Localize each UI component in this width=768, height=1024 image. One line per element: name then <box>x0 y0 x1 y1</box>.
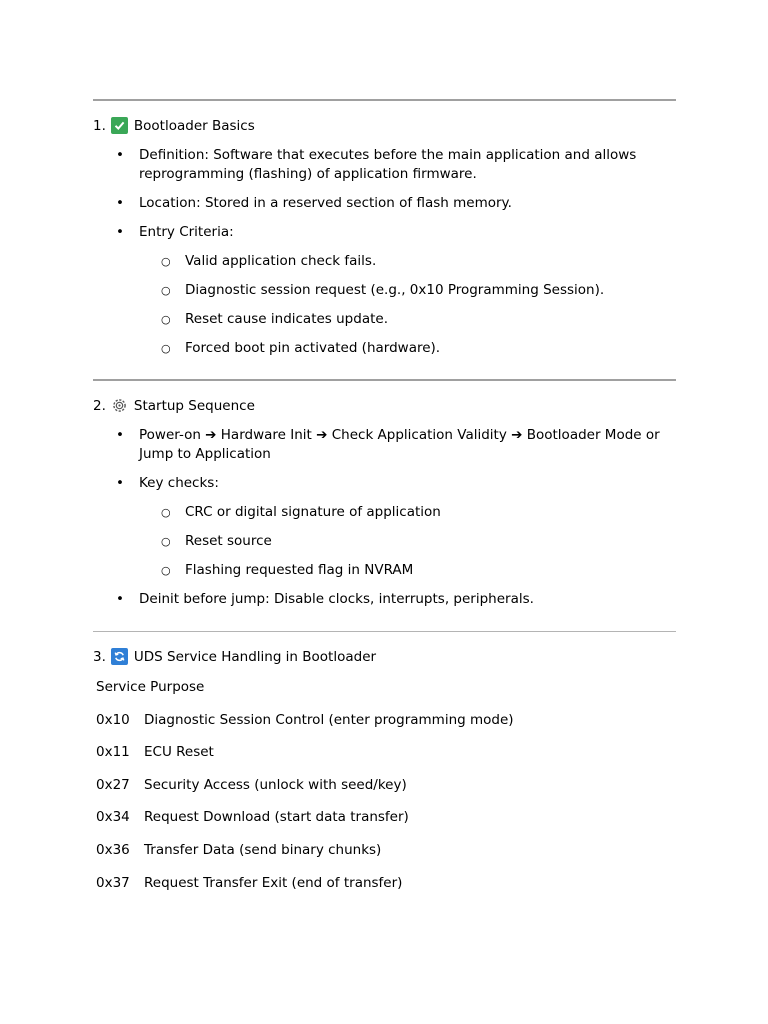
service-purpose: ECU Reset <box>144 744 214 760</box>
list-item-text: Deinit before jump: Disable clocks, interrupts, peripherals. <box>139 591 534 607</box>
service-purpose: Diagnostic Session Control (enter programming mode) <box>144 712 514 728</box>
table-row <box>96 842 381 858</box>
table-header <box>96 679 204 695</box>
list-item-text: Key checks: <box>139 475 219 491</box>
list-item-text: Definition: Software that executes before the main application and allows reprogramming (flashing) of application firmware. <box>139 147 637 182</box>
table-header-text: Service Purpose <box>96 679 205 695</box>
list-item <box>116 194 679 213</box>
bullet-icon: • <box>116 591 124 607</box>
divider <box>93 631 676 632</box>
gear-icon <box>111 397 128 414</box>
service-purpose: Transfer Data (send binary chunks) <box>144 842 382 858</box>
list-item-text: Reset source <box>185 533 272 549</box>
bullet-icon: • <box>116 195 124 211</box>
divider <box>93 99 676 101</box>
table-row <box>96 875 402 891</box>
list-item-text: Reset cause indicates update. <box>185 311 388 327</box>
service-code: 0x34 <box>96 809 130 825</box>
list-item-text: Location: Stored in a reserved section of flash memory. <box>139 195 512 211</box>
sub-list-item <box>161 339 675 358</box>
sub-list-item <box>161 561 675 580</box>
sub-list-item <box>161 252 675 271</box>
circle-bullet-icon: ○ <box>161 313 171 326</box>
service-purpose: Request Transfer Exit (end of transfer) <box>144 875 403 891</box>
service-purpose: Request Download (start data transfer) <box>144 809 409 825</box>
section-title: Startup Sequence <box>133 397 255 414</box>
list-item-text: Diagnostic session request (e.g., 0x10 Programming Session). <box>185 282 605 298</box>
service-code: 0x11 <box>96 744 130 760</box>
section-number: 2. <box>93 397 106 414</box>
service-code: 0x36 <box>96 842 130 858</box>
service-code: 0x10 <box>96 712 130 728</box>
section-title: Bootloader Basics <box>133 117 255 134</box>
list-item-text: CRC or digital signature of application <box>185 504 441 520</box>
section-heading-startup-sequence <box>93 397 255 414</box>
circle-bullet-icon: ○ <box>161 342 171 355</box>
table-row <box>96 712 514 728</box>
sub-list-item <box>161 503 675 522</box>
circle-bullet-icon: ○ <box>161 506 171 519</box>
circle-bullet-icon: ○ <box>161 535 171 548</box>
bullet-icon: • <box>116 475 124 491</box>
divider <box>93 379 676 381</box>
service-code: 0x37 <box>96 875 130 891</box>
service-purpose: Security Access (unlock with seed/key) <box>144 777 407 793</box>
bullet-icon: • <box>116 147 124 163</box>
list-item <box>116 474 679 493</box>
table-row <box>96 809 409 825</box>
list-item <box>116 146 679 184</box>
bullet-icon: • <box>116 224 124 240</box>
bullet-icon: • <box>116 427 124 443</box>
refresh-icon <box>111 648 128 665</box>
list-item-text: Forced boot pin activated (hardware). <box>185 340 441 356</box>
service-code: 0x27 <box>96 777 130 793</box>
sub-list-item <box>161 532 675 551</box>
section-number: 3. <box>93 648 106 665</box>
sub-list-item <box>161 310 675 329</box>
list-item-text: Entry Criteria: <box>139 224 234 240</box>
list-item <box>116 590 679 609</box>
section-heading-uds-service-handling <box>93 648 376 665</box>
list-item-text: Valid application check fails. <box>185 253 377 269</box>
circle-bullet-icon: ○ <box>161 255 171 268</box>
section-heading-bootloader-basics <box>93 117 255 134</box>
table-row <box>96 744 214 760</box>
list-item <box>116 223 679 242</box>
list-item-text: Power-on ➔ Hardware Init ➔ Check Application Validity ➔ Bootloader Mode or Jump to Application <box>139 427 660 462</box>
section-title: UDS Service Handling in Bootloader <box>133 648 377 665</box>
circle-bullet-icon: ○ <box>161 564 171 577</box>
list-item-text: Flashing requested flag in NVRAM <box>185 562 414 578</box>
sub-list-item <box>161 281 675 300</box>
table-row <box>96 777 407 793</box>
list-item <box>116 426 679 464</box>
section-number: 1. <box>93 117 106 134</box>
circle-bullet-icon: ○ <box>161 284 171 297</box>
check-mark-icon <box>111 117 128 134</box>
